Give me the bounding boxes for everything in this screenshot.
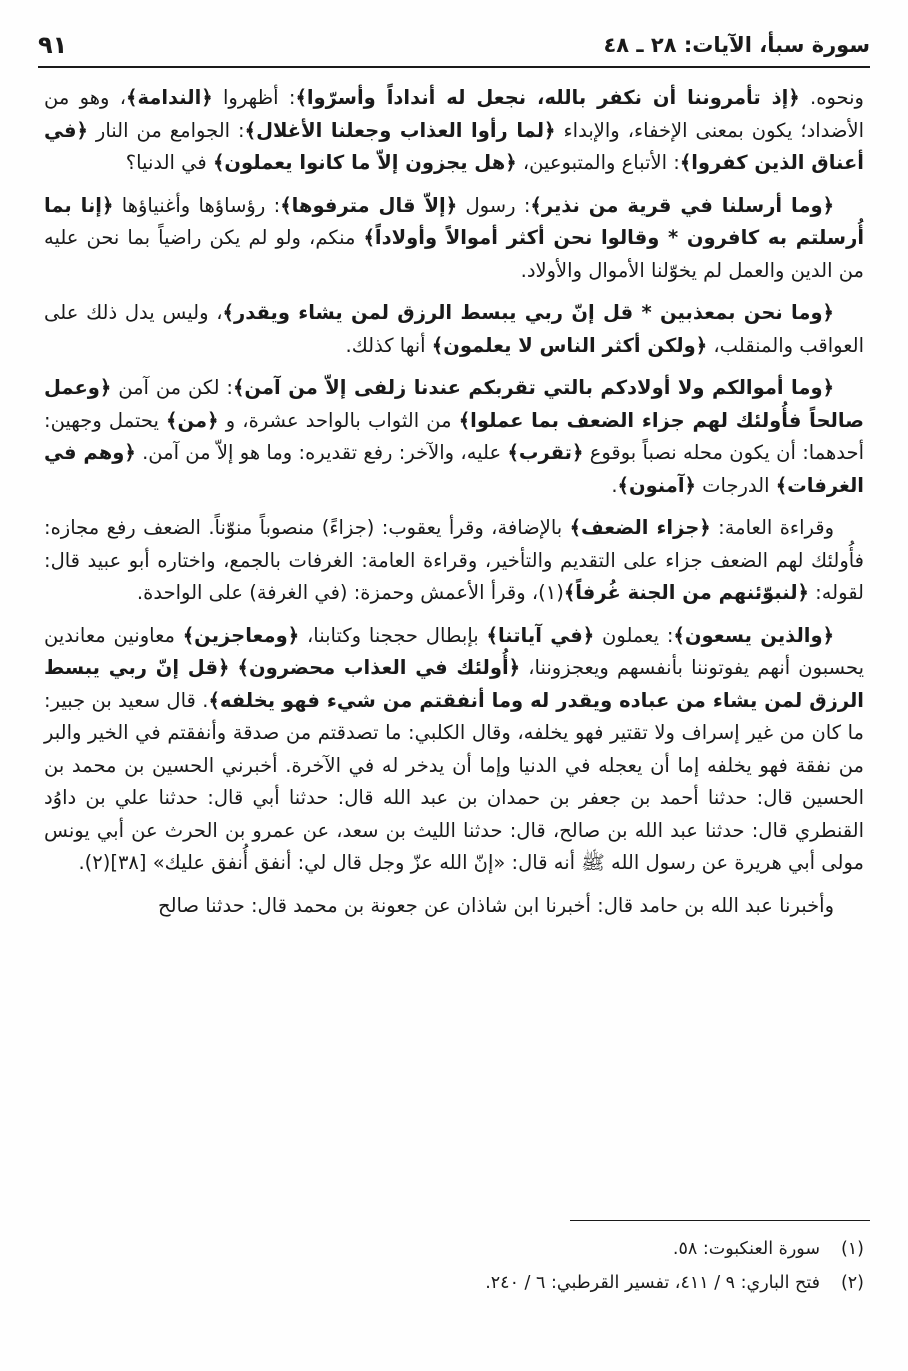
quran-quote: ﴿هل يجزون إلاّ ما كانوا يعملون﴾ [212, 151, 517, 174]
commentary-text: وأخبرنا عبد الله بن حامد قال: أخبرنا ابن شاذان عن جعونة بن محمد قال: حدثنا صالح [157, 893, 834, 917]
commentary-text: . [611, 473, 618, 497]
commentary-text: : الأتباع والمتبوعين، [516, 151, 680, 174]
page-header [38, 22, 870, 68]
commentary-text: . قال سعيد بن جبير: ما كان من غير إسراف ولا تقتير فهو يخلفه، وقال الكلبي: ما تصدقتم من صدقة وأنفقتم في الخير والبر من نفقة فهو يخلفه إما أن يعجله في الدنيا وإما أن يدخر له في الآخرة. أخبرني الحسين بن محمد بن الحسين قال: حدثنا أحمد بن جعفر بن حمدان بن عبد الله قال: حدثنا أبي قال: حدثنا علي بن داوُد القنطري قال: حدثنا عبد الله بن صالح، قال: حدثنا الليث بن سعد، عن عمرو بن الحرث عن أبي يونس مولى أبي هريرة عن رسول الله ﷺ أنه قال: «إنّ الله عزّ وجل قال لي: أنفق أُنفق عليك» [٣٨](٢). [44, 688, 864, 874]
quran-quote: ﴿جزاء الضعف﴾ [569, 516, 711, 539]
commentary-text: ، وليس يدل ذلك على العواقب والمنقلب، [44, 301, 864, 357]
quran-quote: ﴿وما أموالكم ولا أولادكم بالتي تقربكم عندنا زلفى إلاّ من آمن﴾ [233, 376, 834, 399]
commentary-text: أنها كذلك. [345, 333, 432, 357]
commentary-text: منكم، ولو لم يكن راضياً بما نحن عليه من الدين والعمل لم يخوّلنا الأموال والأولاد. [44, 226, 864, 282]
commentary-text: : لكن من آمن [111, 376, 233, 399]
quran-quote: ﴿في آياتنا﴾ [486, 623, 595, 647]
header-divider [38, 66, 870, 68]
commentary-text: : الجوامع من النار [87, 118, 245, 142]
quran-quote: ﴿لما رأوا العذاب وجعلنا الأغلال﴾ [244, 118, 556, 142]
quran-quote: ﴿إذ تأمروننا أن نكفر بالله، نجعل له أنداداً وأسرّوا﴾ [295, 86, 800, 109]
quran-quote: ﴿إلاّ قال مترفوها﴾ [280, 193, 458, 217]
page-number: ٩١ [38, 31, 68, 59]
footnote-text: فتح الباري: ٩ / ٤١١، تفسير القرطبي: ٦ / ٢٤٠. [485, 1273, 820, 1293]
commentary-text: من الثواب بالواحد عشرة، و [218, 408, 459, 432]
quran-quote: ﴿آمنون﴾ [617, 473, 696, 497]
commentary-text: : أظهروا [212, 86, 296, 109]
paragraph [44, 82, 864, 180]
commentary-text: : يعملون [594, 623, 674, 647]
footnotes [44, 1232, 864, 1300]
quran-quote: ﴿الندامة﴾ [126, 86, 213, 109]
footnote-divider [570, 1220, 870, 1221]
paragraph [44, 512, 864, 610]
commentary-text: عليه، والآخر: رفع تقديره: وما هو إلاّ من آمن. [135, 441, 508, 464]
commentary-text: : رسول [457, 193, 531, 217]
quran-quote: ﴿من﴾ [166, 408, 219, 432]
commentary-text: الدرجات [695, 473, 776, 497]
commentary-text: ونحوه. [799, 86, 864, 109]
quran-quote: ﴿إنا بما أُرسلتم به كافرون * وقالوا نحن أكثر أموالاً وأولاداً﴾ [44, 193, 865, 249]
footnote-number: (٢) [840, 1273, 864, 1293]
paragraph [44, 372, 864, 502]
paragraph [44, 620, 864, 880]
commentary-text: بالإضافة، وقرأ يعقوب: (جزاءً) منصوباً منوّناً. الضعف رفع مجازه: فأُولئك لهم الضعف جزاء على التقديم والتأخير، وقراءة العامة: الغرفات بالجمع، واختاره أبو عبيد قال: لقوله: [44, 516, 864, 604]
paragraph [44, 890, 864, 923]
quran-quote: ﴿ومعاجزين﴾ [182, 623, 300, 647]
commentary-text [229, 656, 237, 679]
commentary-text: معاونين معاندين يحسبون أنهم يفوتوننا بأنفسهم ويعجزوننا، [44, 623, 864, 679]
quran-quote: ﴿في أعناق الذين كفروا﴾ [44, 118, 864, 174]
quran-quote: ﴿قل إنّ ربي يبسط الرزق لمن يشاء من عباده ويقدر له وما أنفقتم من شيء فهو يخلفه﴾ [44, 656, 864, 712]
commentary-text: : رؤساؤها وأغنياؤها [113, 193, 281, 217]
quran-quote: ﴿وما نحن بمعذبين * قل إنّ ربي يبسط الرزق لمن يشاء ويقدر﴾ [222, 301, 834, 324]
quran-quote: ﴿أُولئك في العذاب محضرون﴾ [237, 656, 521, 679]
commentary-text: يحتمل وجهين: أحدهما: أن يكون محله نصباً بوقوع [44, 408, 864, 464]
paragraph [44, 297, 864, 362]
footnote-text: سورة العنكبوت: ٥٨. [672, 1239, 820, 1259]
commentary-text: ، وهو من الأضداد؛ يكون بمعنى الإخفاء، والإبداء [44, 86, 864, 142]
paragraph [44, 190, 864, 288]
quran-quote: ﴿وما أرسلنا في قرية من نذير﴾ [530, 193, 835, 217]
quran-quote: ﴿والذين يسعون﴾ [673, 623, 834, 647]
footnote [44, 1266, 864, 1300]
footnote-number: (١) [840, 1239, 864, 1259]
quran-quote: ﴿لنبوّئنهم من الجنة غُرفاً﴾ [563, 581, 809, 604]
commentary-text: في الدنيا؟ [125, 151, 213, 174]
quran-quote: ﴿وعمل صالحاً فأُولئك لهم جزاء الضعف بما عملوا﴾ [44, 376, 864, 432]
commentary-text: وقراءة العامة: [710, 516, 834, 539]
quran-quote: ﴿وهم في الغرفات﴾ [44, 441, 864, 497]
body-text [44, 82, 864, 932]
surah-title: سورة سبأ، الآيات: ٢٨ ـ ٤٨ [603, 33, 870, 57]
footnote [44, 1232, 864, 1266]
quran-quote: ﴿ولكن أكثر الناس لا يعلمون﴾ [431, 333, 708, 357]
quran-quote: ﴿تقرب﴾ [507, 441, 584, 464]
commentary-text: (١)، وقرأ الأعمش وحمزة: (في الغرفة) على الواحدة. [136, 581, 564, 604]
commentary-text: بإبطال حججنا وكتابنا، [299, 623, 487, 647]
